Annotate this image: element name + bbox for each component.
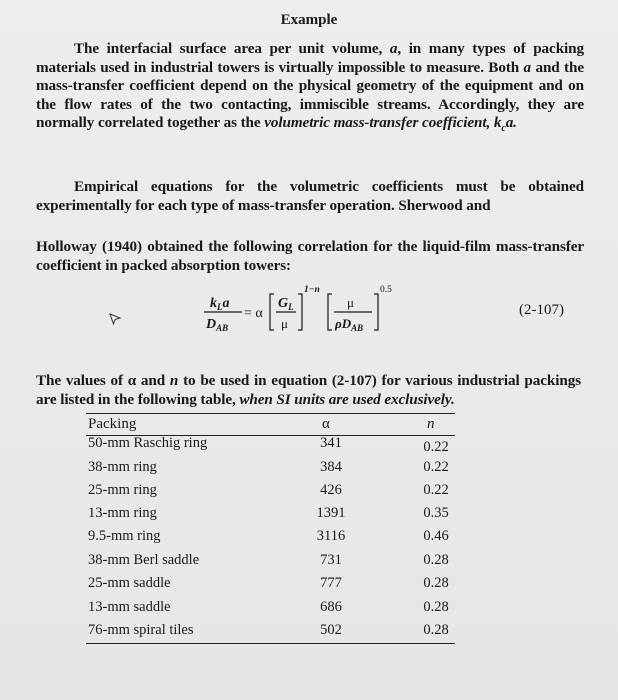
eq-lhs-numerator: $k_La$ xyxy=(210,296,230,312)
cell-packing: 25-mm saddle xyxy=(88,575,171,591)
term-volumetric-coefficient xyxy=(264,114,517,135)
cell-packing: 76-mm spiral tiles xyxy=(88,622,194,638)
paragraph-empirical-equations: Empirical equations for the volumetric coefficients must be obtained experimentally for each type of mass-transfer operation. Sherwood and xyxy=(36,178,584,214)
cell-n: 0.28 xyxy=(423,599,449,615)
symbol-n: n xyxy=(169,372,179,389)
term-subscript: c xyxy=(501,123,506,135)
cell-packing: 13-mm saddle xyxy=(88,599,171,615)
paragraph-table-intro xyxy=(36,372,581,409)
cell-n: 0.28 xyxy=(423,552,449,568)
table-row xyxy=(86,435,455,457)
cell-alpha: 686 xyxy=(320,599,342,615)
cell-packing: 50-mm Raschig ring xyxy=(88,435,208,451)
symbol-a: a xyxy=(523,58,532,76)
paragraph-sherwood-holloway: Holloway (1940) obtained the following correlation for the liquid-film mass-transfer coefficient in packed absorption towers: xyxy=(36,238,584,274)
table-top-rule xyxy=(86,413,455,414)
eq-mu-den: μ xyxy=(281,316,288,331)
cell-alpha: 426 xyxy=(320,482,342,498)
cell-n: 0.22 xyxy=(423,439,449,455)
text-run: to be used in equation (2-107) for various industrial packings are listed in the following table, xyxy=(36,372,581,408)
eq-equals-alpha: = α xyxy=(244,306,263,321)
cell-packing: 9.5-mm ring xyxy=(88,528,161,544)
table-row xyxy=(86,482,455,504)
cell-alpha: 341 xyxy=(320,435,342,451)
table-row xyxy=(86,528,455,550)
example-heading: Example xyxy=(280,12,338,28)
mouse-cursor-icon xyxy=(108,312,122,326)
paragraph-interfacial-area xyxy=(36,40,584,139)
eq-g-term: $G_L$ xyxy=(278,296,294,312)
term-text: volumetric mass-transfer coefficient, k xyxy=(264,114,502,132)
cell-packing: 38-mm ring xyxy=(88,459,157,475)
cell-n: 0.22 xyxy=(423,482,449,498)
eq-rho-d: $\rho D_{AB}$ xyxy=(335,316,364,333)
cell-n: 0.46 xyxy=(423,528,449,544)
table-bottom-rule xyxy=(86,643,455,644)
eq-mu-num: μ xyxy=(347,295,354,310)
header-alpha: α xyxy=(322,416,330,432)
cell-alpha: 3116 xyxy=(316,528,346,544)
cell-alpha: 502 xyxy=(320,622,342,638)
table-row xyxy=(86,505,455,527)
header-n: n xyxy=(427,416,435,432)
cell-alpha: 1391 xyxy=(316,505,346,521)
cell-packing: 13-mm ring xyxy=(88,505,157,521)
cell-n: 0.28 xyxy=(423,575,449,591)
header-packing: Packing xyxy=(88,416,137,432)
table-row xyxy=(86,599,455,621)
cell-alpha: 777 xyxy=(320,575,342,591)
symbol-a: a xyxy=(389,40,398,57)
table-row xyxy=(86,459,455,481)
cell-n: 0.28 xyxy=(423,622,449,638)
cell-n: 0.22 xyxy=(423,459,449,475)
correlation-equation xyxy=(200,282,420,342)
emphasis-si-units: when SI units are used exclusively. xyxy=(239,390,455,408)
cell-packing: 25-mm ring xyxy=(88,482,157,498)
cell-n: 0.35 xyxy=(423,505,449,521)
table-row xyxy=(86,575,455,597)
cell-packing: 38-mm Berl saddle xyxy=(88,552,200,568)
eq-exponent-1: 1−n xyxy=(304,285,320,295)
equation-number: (2-107) xyxy=(519,302,564,318)
term-end: a. xyxy=(505,114,517,132)
eq-lhs-denominator: $D_{AB}$ xyxy=(206,317,229,333)
text-run: , in many types of packing materials used in industrial towers is virtually impossible to measure. Both xyxy=(36,40,584,76)
eq-exponent-2: 0.5 xyxy=(380,285,392,295)
cell-alpha: 384 xyxy=(320,459,342,475)
cell-alpha: 731 xyxy=(320,552,342,568)
table-row xyxy=(86,622,455,644)
table-row xyxy=(86,552,455,574)
text-run: The interfacial surface area per unit volume, xyxy=(74,40,390,57)
text-run: The values of α and xyxy=(36,372,170,389)
text-run: and the mass-transfer coefficient depend on the physical geometry of the equipment and on the flow rates of the two contacting, immiscible streams. Accordingly, they are normally correlated together as the xyxy=(36,58,584,132)
